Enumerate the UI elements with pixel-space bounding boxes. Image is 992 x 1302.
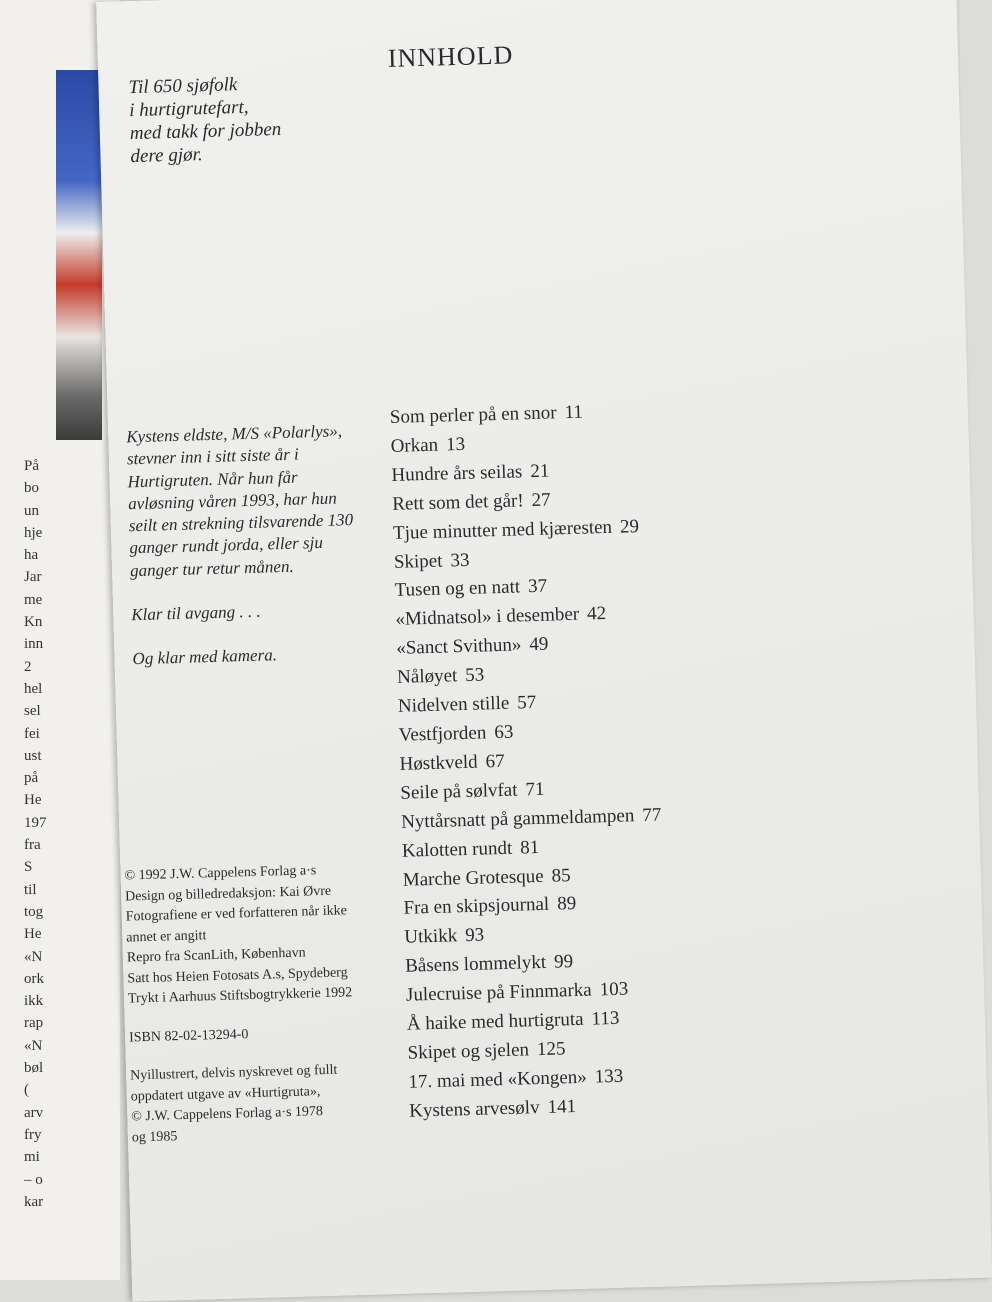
underlying-text-line: He [24, 792, 42, 809]
isbn: ISBN 82-02-13294-0 [128, 1026, 249, 1045]
underlying-text-line: Kn [24, 614, 43, 631]
dedication-line: i hurtigrutefart, [128, 96, 249, 122]
colophon-line: Trykt i Aarhuus Stiftsbogtrykkerie 1992 [127, 985, 353, 1007]
toc-entry-title: «Sanct Svithun» [396, 634, 522, 660]
toc-entry-page: 33 [450, 549, 470, 571]
toc-entry-page: 81 [519, 836, 540, 859]
toc-entry-page: 11 [564, 401, 584, 424]
edition-line: og 1985 [131, 1128, 178, 1145]
underlying-text-line: fei [24, 725, 40, 742]
edition-line: © J.W. Cappelens Forlag a·s 1978 [131, 1104, 324, 1125]
underlying-text-line: ikk [24, 993, 44, 1010]
dedication [128, 69, 390, 168]
underlying-text-line: S [24, 859, 33, 876]
underlying-text-line: ha [24, 547, 39, 564]
caption-line: stevner inn i sitt siste år i [126, 444, 300, 469]
toc-entry-page: 29 [619, 515, 640, 538]
underlying-text-line: 197 [24, 814, 47, 831]
toc-entry-title: Tjue minutter med kjæresten [392, 516, 613, 544]
colophon-credits [124, 858, 418, 1010]
underlying-text-line: mi [24, 1149, 40, 1166]
toc-entry-page: 89 [556, 893, 577, 915]
toc-entry-page: 27 [531, 489, 551, 511]
underlying-page-photo [56, 70, 102, 440]
toc-entry-page: 71 [525, 778, 545, 801]
underlying-text-line: ust [24, 747, 42, 764]
underlying-text-line: «N [24, 948, 43, 965]
toc-entry-title: Julecruise på Finnmarka [405, 979, 592, 1006]
underlying-text-line: ( [24, 1082, 29, 1099]
toc-entry-title: Høstkveld [399, 751, 478, 775]
toc-entry-title: Som perler på en snor [389, 402, 557, 428]
toc-entry-page: 77 [642, 804, 662, 826]
underlying-page-text [24, 455, 94, 1210]
toc-entry-page: 57 [516, 692, 537, 714]
dedication-line: med takk for jobben [129, 118, 282, 145]
colophon-line: Satt hos Heien Fotosats A.s, Spydeberg [127, 964, 348, 987]
toc-heading: INNHOLD [387, 40, 514, 73]
toc-entry-page: 21 [530, 460, 550, 482]
colophon [124, 858, 422, 1148]
underlying-text-line: «N [24, 1037, 43, 1054]
toc-entry-title: Skipet og sjelen [407, 1039, 530, 1064]
toc-entry-title: Båsens lommelykt [404, 952, 547, 977]
toc-entry-page: 49 [529, 633, 549, 656]
underlying-text-line: ork [24, 970, 44, 987]
toc-entry-title: «Midnatsol» i desember [395, 604, 580, 631]
toc-entry-page: 13 [445, 433, 466, 456]
edition-line: Nyillustrert, delvis nyskrevet og fullt [129, 1062, 338, 1084]
colophon-line: Design og billedredaksjon: Kai Øvre [124, 883, 332, 905]
colophon-line: annet er angitt [126, 927, 207, 946]
toc-entry-title: Tusen og en natt [394, 576, 521, 602]
caption-line: avløsning våren 1993, har hun [127, 488, 337, 514]
underlying-text-line: 2 [24, 658, 32, 675]
underlying-text-line: tog [24, 903, 44, 920]
toc-entry-page: 67 [485, 750, 505, 773]
caption-line: ganger rundt jorda, eller sju [129, 533, 324, 558]
edition-line: oppdatert utgave av «Hurtigruta», [130, 1083, 321, 1104]
caption-line: Hurtigruten. Når hun får [127, 467, 298, 491]
underlying-text-line: til [24, 881, 37, 898]
caption-body [126, 419, 400, 583]
underlying-text-line: Jar [24, 569, 42, 586]
colophon-line: Fotografiene er ved forfatteren når ikke [125, 903, 348, 925]
underlying-text-line: bo [24, 480, 39, 497]
toc-entry-title: 17. mai med «Kongen» [408, 1066, 588, 1093]
toc-entry-page: 133 [594, 1065, 624, 1088]
toc-entry-title: Å haike med hurtigruta [406, 1008, 584, 1035]
toc-entry-title: Skipet [393, 550, 443, 573]
underlying-text-line: me [24, 591, 43, 608]
underlying-text-line: He [24, 926, 42, 943]
toc-entry-title: Hundre års seilas [391, 461, 523, 486]
table-of-contents [390, 395, 740, 1127]
underlying-text-line: un [24, 502, 39, 519]
toc-entry-title: Utkikk [404, 925, 458, 949]
toc-entry-title: Nåløyet [396, 665, 458, 689]
toc-entry-page: 53 [464, 664, 485, 687]
underlying-text-line: rap [24, 1015, 44, 1032]
toc-entry-title: Nidelven stille [397, 692, 510, 717]
colophon-line: © 1992 J.W. Cappelens Forlag a·s [124, 863, 317, 884]
underlying-text-line: bøl [24, 1060, 44, 1077]
toc-entry-title: Kystens arvesølv [408, 1096, 540, 1122]
contents-page [96, 0, 992, 1301]
toc-entry-page: 99 [553, 951, 574, 973]
underlying-text-line: fra [24, 837, 41, 854]
toc-entry-page: 42 [586, 603, 607, 625]
underlying-text-line: hel [24, 680, 43, 697]
toc-entry-page: 113 [591, 1007, 620, 1030]
underlying-text-line: hje [24, 524, 43, 541]
toc-entry-title: Vestfjorden [398, 722, 487, 746]
toc-entry-title: Rett som det går! [392, 489, 524, 515]
toc-entry-title: Orkan [390, 434, 439, 457]
toc-entry-page: 93 [464, 924, 485, 947]
photo-caption [126, 419, 403, 671]
toc-entry-title: Kalotten rundt [401, 837, 513, 862]
colophon-line: Repro fra ScanLith, København [126, 945, 306, 966]
caption-line: seilt en strekning tilsvarende 130 [128, 510, 354, 536]
underlying-text-line: på [24, 770, 39, 787]
toc-entry-title: Fra en skipsjournal [403, 894, 550, 920]
toc-entry-page: 141 [547, 1095, 577, 1118]
toc-entry-page: 37 [527, 576, 548, 598]
toc-entry-title: Nyttårsnatt på gammeldampen [400, 804, 635, 833]
underlying-text-line: arv [24, 1104, 44, 1121]
underlying-text-line: inn [24, 636, 44, 653]
toc-entry-page: 125 [536, 1038, 566, 1061]
toc-entry-page: 63 [494, 721, 514, 744]
toc-entry-page: 85 [551, 864, 571, 887]
caption-line: Kystens eldste, M/S «Polarlys», [126, 421, 343, 447]
caption-line-ready: Klar til avgang . . . [131, 601, 261, 625]
underlying-text-line: sel [24, 703, 41, 720]
underlying-text-line: kar [24, 1193, 44, 1210]
underlying-text-line: På [24, 458, 39, 474]
caption-line: ganger tur retur månen. [129, 556, 294, 581]
edition-note [130, 1058, 422, 1148]
toc-entry-page: 103 [599, 978, 629, 1001]
caption-line-camera: Og klar med kamera. [132, 645, 278, 669]
toc-entry-title: Seile på sølvfat [400, 779, 518, 804]
toc-entry-title: Marche Grotesque [402, 865, 544, 891]
dedication-line: dere gjør. [130, 144, 203, 168]
underlying-text-line: fry [24, 1126, 42, 1143]
dedication-line: Til 650 sjøfolk [128, 74, 238, 99]
underlying-text-line: – o [24, 1171, 43, 1188]
